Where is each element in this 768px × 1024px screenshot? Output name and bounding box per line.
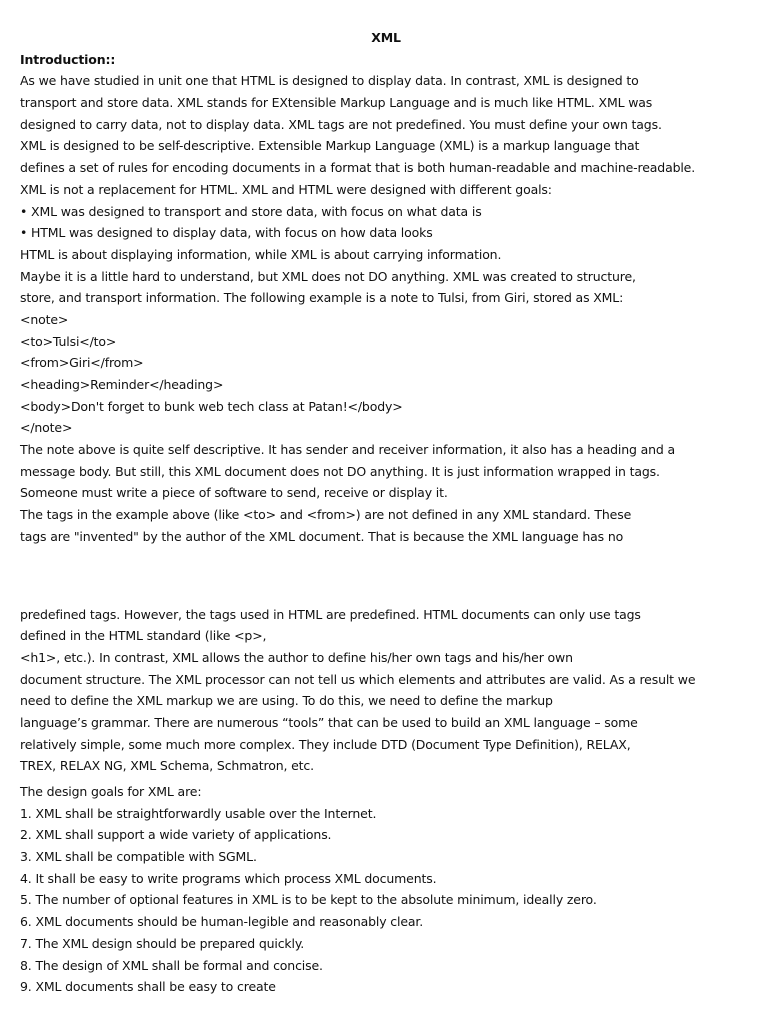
text-line: defined in the HTML standard (like <p>, [20,628,267,644]
text-line: XML is not a replacement for HTML. XML and HTML were designed with different goals: [20,181,552,197]
text-line: XML is designed to be self-descriptive. Extensible Markup Language (XML) is a markup language that [20,138,640,154]
bullet-item: • HTML was designed to display data, with focus on how data looks [20,225,433,241]
text-line: The tags in the example above (like <to> and <from>) are not defined in any XML standard. These [20,507,632,523]
goal-item: 1. XML shall be straightforwardly usable over the Internet. [20,805,377,821]
text-line: document structure. The XML processor can not tell us which elements and attributes are valid. As a result we [20,671,696,687]
goal-item: 4. It shall be easy to write programs which process XML documents. [20,870,437,886]
text-line: The note above is quite self descriptive. It has sender and receiver information, it also has a heading and a [20,442,676,458]
text-line: <h1>, etc.). In contrast, XML allows the author to define his/her own tags and his/her own [20,649,573,665]
text-line: designed to carry data, not to display data. XML tags are not predefined. You must define your own tags. [20,116,662,132]
code-line: <note> [20,311,69,327]
code-line: <heading>Reminder</heading> [20,377,224,392]
goal-item: 5. The number of optional features in XML is to be kept to the absolute minimum, ideally zero. [20,892,597,908]
continued-section [20,604,748,778]
intro-heading: Introduction:: [20,51,116,67]
text-line: defines a set of rules for encoding documents in a format that is both human-readable and machine-readable. [20,160,696,176]
goals-intro: The design goals for XML are: [20,784,202,799]
goal-item: 3. XML shall be compatible with SGML. [20,849,257,865]
bullet-item: • XML was designed to transport and store data, with focus on what data is [20,203,482,219]
text-line: transport and store data. XML stands for EXtensible Markup Language and is much like HTML. XML was [20,95,653,111]
code-line: </note> [20,420,73,436]
text-line: store, and transport information. The following example is a note to Tulsi, from Giri, stored as XML: [20,290,624,306]
text-line: tags are "invented" by the author of the XML document. That is because the XML language has no [20,528,624,544]
goal-item: 6. XML documents should be human-legible and reasonably clear. [20,914,424,930]
text-line: As we have studied in unit one that HTML is designed to display data. In contrast, XML is designed to [20,73,639,89]
goal-item: 7. The XML design should be prepared quickly. [20,935,305,951]
goal-item: 9. XML documents shall be easy to create [20,979,276,995]
text-line: TREX, RELAX NG, XML Schema, Schmatron, etc. [20,758,314,774]
text-line: HTML is about displaying information, while XML is about carrying information. [20,246,502,262]
code-line: <from>Giri</from> [20,355,144,371]
text-line: predefined tags. However, the tags used in HTML are predefined. HTML documents can only use tags [20,606,641,622]
text-line: language’s grammar. There are numerous “tools” that can be used to build an XML language – some [20,714,638,730]
goal-item: 8. The design of XML shall be formal and concise. [20,957,323,973]
page-break-gap [20,548,748,604]
text-line: need to define the XML markup we are using. To do this, we need to define the markup [20,693,553,709]
design-goals-list [20,803,748,998]
code-line: <to>Tulsi</to> [20,333,117,349]
text-line: Someone must write a piece of software to send, receive or display it. [20,485,448,501]
intro-section [20,70,748,547]
text-line: message body. But still, this XML document does not DO anything. It is just information wrapped in tags. [20,463,660,479]
text-line: relatively simple, some much more complex. They include DTD (Document Type Definition), RELAX, [20,736,631,752]
goal-item: 2. XML shall support a wide variety of applications. [20,827,332,843]
code-line: <body>Don't forget to bunk web tech class at Patan!</body> [20,398,403,414]
document-title: XML [371,30,401,45]
text-line: Maybe it is a little hard to understand, but XML does not DO anything. XML was created to structure, [20,268,636,284]
